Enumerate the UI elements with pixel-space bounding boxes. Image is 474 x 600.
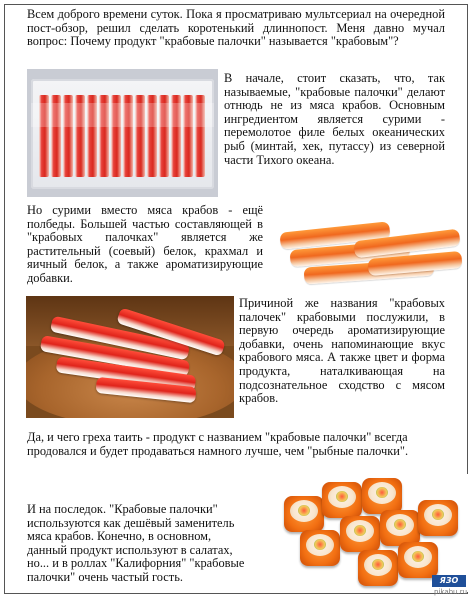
crab-sticks-image [270, 205, 466, 291]
sushi-roll [284, 496, 324, 532]
site-logo: ЯЗО [432, 575, 466, 587]
sushi-roll [358, 550, 398, 586]
sushi-roll [418, 500, 458, 536]
paragraph-usage: И на последок. "Крабовые палочки" используются как дешёвый заменитель мяса крабов. Конечно, в основном, данный продукт используют в салатах, но... и в роллах "Калифорния" "крабовые палочки" очень частый гость. [27, 502, 245, 584]
sushi-roll [300, 530, 340, 566]
paragraph-name-reason: Причиной же названия "крабовых палочек" крабовыми послужили, в первую очередь ароматизирующие добавки, очень напоминающие вкус крабового мяса. А также цвет и форма продукта, наталкивающая на подсознательное сходство с мясом крабов. [239, 296, 445, 406]
crab-sticks-on-board-image [26, 296, 234, 418]
sushi-roll [398, 542, 438, 578]
paragraph-intro: Всем доброго времени суток. Пока я просматриваю мультсериал на очередной пост-обзор, решил сделать коротенький длиннопост. Меня давно мучал вопрос: Почему продукт "крабовые палочки" называется "крабовым"? [27, 7, 445, 49]
packaged-crab-sticks-image [27, 69, 218, 197]
paragraph-marketing: Да, и чего греха таить - продукт с названием "крабовые палочки" всегда продовался и будет продаваться намного лучше, чем "рыбные палочки". [27, 430, 409, 458]
sushi-roll [322, 482, 362, 518]
watermark: pikabu.ru [434, 588, 468, 596]
package-film [31, 103, 214, 127]
paragraph-ingredients: Но сурими вместо мяса крабов - ещё полбеды. Большей частью составляющей в "крабовых палочках" является же растительный (соевый) белок, крахмал и яичный белок, а также ароматизирующие добавки. [27, 203, 263, 285]
sushi-roll [380, 510, 420, 546]
sushi-roll [340, 516, 380, 552]
sushi-roll [362, 478, 402, 514]
paragraph-surimi: В начале, стоит сказать, что, так называемые, "крабовые палочки" делают отнюдь не из мяса крабов. Основным ингредиентом является сурими - перемолотое филе белых океанических рыб (минтай, хек, путассу) из северной части Тихого океана. [224, 71, 445, 167]
